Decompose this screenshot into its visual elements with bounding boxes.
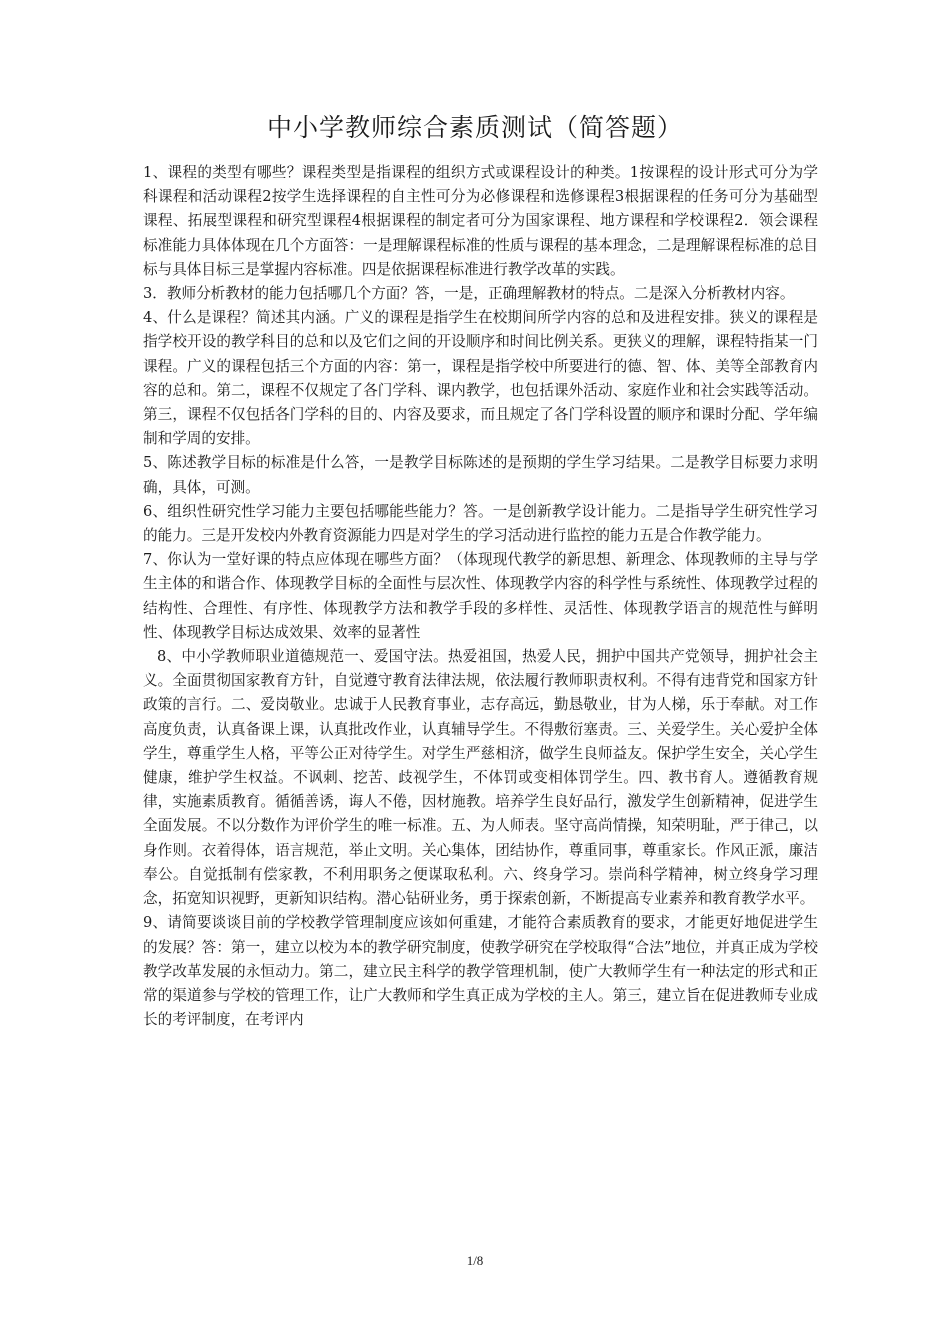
- paragraph-q6: 6、组织性研究性学习能力主要包括哪能些能力？答。一是创新教学设计能力。二是指导学生研究性学习的能力。三是开发校内外教育资源能力四是对学生的学习活动进行监控的能力五是合作教学能力。: [143, 502, 818, 545]
- paragraph-q9: 9、请简要谈谈目前的学校教学管理制度应该如何重建，才能符合素质教育的要求，才能更好地促进学生的发展？答：第一，建立以校为本的教学研究制度，使教学研究在学校取得“合法”地位，并真正成为学校教学改革发展的永恒动力。第二，建立民主科学的教学管理机制，使广大教师学生有一种法定的形式和正常的渠道参与学校的管理工作，让广大教师和学生真正成为学校的主人。第三，建立旨在促进教师专业成长的考评制度，在考评内: [143, 914, 818, 1029]
- paragraph-q1-2: 1、课程的类型有哪些？课程类型是指课程的组织方式或课程设计的种类。1按课程的设计形式可分为学科课程和活动课程2按学生选择课程的自主性可分为必修课程和选修课程3根据课程的任务可分为基础型课程、拓展型课程和研究型课程4根据课程的制定者可分为国家课程、地方课程和学校课程2．领会课程标准能力具体体现在几个方面答：一是理解课程标准的性质与课程的基本理念，二是理解课程标准的总目标与具体目标三是掌握内容标准。四是依据课程标准进行教学改革的实践。: [143, 164, 818, 278]
- document-title: 中小学教师综合素质测试（简答题）: [266, 113, 683, 142]
- page-number: 1/8: [466, 1253, 484, 1268]
- paragraph-q8: 8、中小学教师职业道德规范一、爱国守法。热爱祖国，热爱人民，拥护中国共产党领导，拥护社会主义。全面贯彻国家教育方针，自觉遵守教育法律法规，依法履行教师职责权利。不得有违背党和国家方针政策的言行。二、爱岗敬业。忠诚于人民教育事业，志存高远，勤恳敬业，甘为人梯，乐于奉献。对工作高度负责，认真备课上课，认真批改作业，认真辅导学生。不得敷衍塞责。三、关爱学生。关心爱护全体学生，尊重学生人格，平等公正对待学生。对学生严慈相济，做学生良师益友。保护学生安全，关心学生健康，维护学生权益。不讽刺、挖苦、歧视学生，不体罚或变相体罚学生。四、教书育人。遵循教育规律，实施素质教育。循循善诱，诲人不倦，因材施教。培养学生良好品行，激发学生创新精神，促进学生全面发展。不以分数作为评价学生的唯一标准。五、为人师表。坚守高尚情操，知荣明耻，严于律己，以身作则。衣着得体，语言规范，举止文明。关心集体，团结协作，尊重同事，尊重家长。作风正派，廉洁奉公。自觉抵制有偿家教，不利用职务之便谋取私利。六、终身学习。崇尚科学精神，树立终身学习理念，拓宽知识视野，更新知识结构。潜心钻研业务，勇于探索创新，不断提高专业素养和教育教学水平。: [143, 648, 818, 908]
- paragraph-q4: 4、什么是课程？简述其内涵。广义的课程是指学生在校期间所学内容的总和及进程安排。狭义的课程是指学校开设的教学科目的总和以及它们之间的开设顺序和时间比例关系。更狭义的理解，课程特指某一门课程。广义的课程包括三个方面的内容：第一，课程是指学校中所要进行的德、智、体、美等全部教育内容的总和。第二，课程不仅规定了各门学科、课内教学，也包括课外活动、家庭作业和社会实践等活动。第三，课程不仅包括各门学科的目的、内容及要求，而且规定了各门学科设置的顺序和课时分配、学年编制和学周的安排。: [143, 309, 818, 448]
- paragraph-q5: 5、陈述教学目标的标准是什么答，一是教学目标陈述的是预期的学生学习结果。二是教学目标要力求明确，具体，可测。: [143, 454, 818, 496]
- paragraph-q3: 3．教师分析教材的能力包括哪几个方面？答，一是，正确理解教材的特点。二是深入分析教材内容。: [143, 285, 795, 303]
- paragraph-q7: 7、你认为一堂好课的特点应体现在哪些方面？（体现现代教学的新思想、新理念、体现教师的主导与学生主体的和谐合作、体现教学目标的全面性与层次性、体现教学内容的科学性与系统性、体现教学过程的结构性、合理性、有序性、体现教学方法和教学手段的多样性、灵活性、体现教学语言的规范性与鲜明性、体现教学目标达成效果、效率的显著性: [143, 551, 818, 641]
- document-body: [143, 161, 818, 1032]
